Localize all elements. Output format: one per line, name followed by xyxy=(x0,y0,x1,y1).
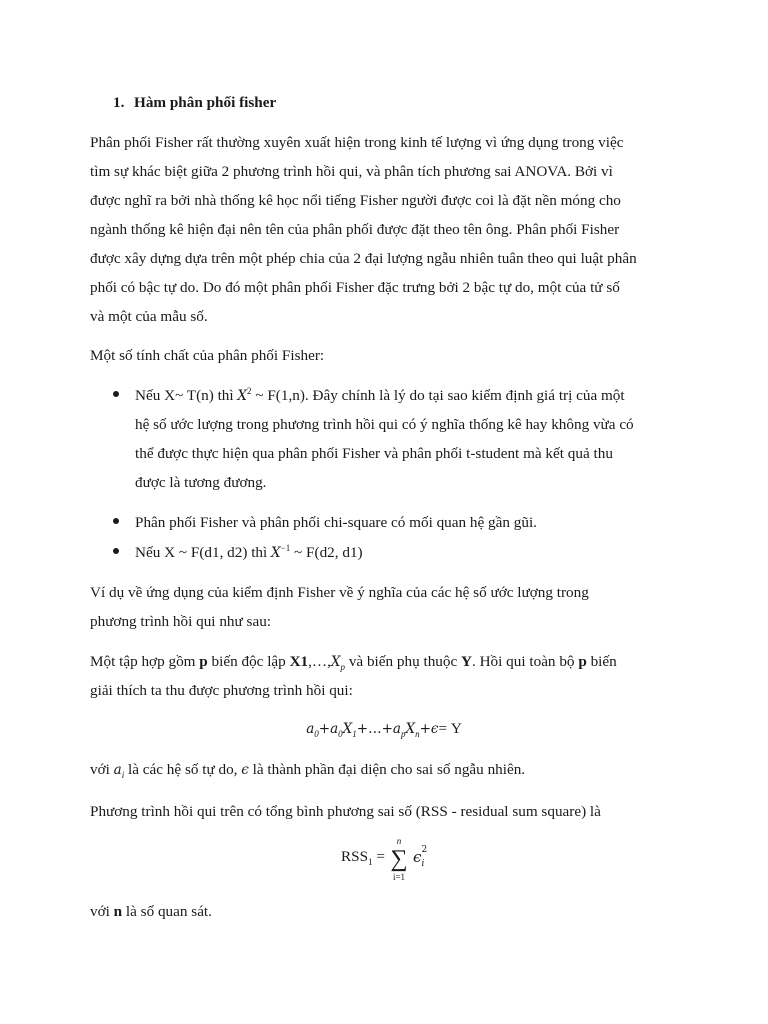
math-variable: a xyxy=(330,721,339,737)
text-run: Nếu X~ T(n) thì xyxy=(135,387,238,404)
paragraph-line xyxy=(90,647,690,676)
heading-title: Hàm phân phối fisher xyxy=(134,94,277,111)
bullet-body xyxy=(135,381,695,497)
text-run: với xyxy=(90,761,114,778)
math-operator: = xyxy=(372,848,385,865)
math-variable: ϵ xyxy=(241,762,249,778)
summation-symbol xyxy=(389,836,409,882)
math-subscript: 0 xyxy=(314,729,319,740)
math-subscript: p xyxy=(340,662,346,673)
rss-rhs xyxy=(413,845,430,869)
math-operator: +…+ xyxy=(356,721,393,737)
paragraph-line: giải thích ta thu được phương trình hồi qui: xyxy=(90,682,353,699)
rss-paragraph xyxy=(90,797,690,826)
paragraph-line: Phân phối Fisher rất thường xuyên xuất hiện trong kinh tế lượng vì ứng dụng trong việc xyxy=(90,134,624,151)
text-run: biến xyxy=(586,653,617,670)
text-run: p xyxy=(578,653,587,670)
text-run: Một tập hợp gồm xyxy=(90,653,200,670)
text-run: n xyxy=(113,903,123,920)
paragraph-line: tìm sự khác biệt giữa 2 phương trình hồi qui, và phân tích phương sai ANOVA. Bởi vì xyxy=(90,163,613,180)
text-run: là số quan sát. xyxy=(122,903,212,920)
paragraph-line: Phân phối Fisher và phân phối chi-square có mối quan hệ gần gũi. xyxy=(135,514,537,531)
rss-lhs xyxy=(341,848,385,866)
paragraph-line: và một của mẫu số. xyxy=(90,308,208,325)
example-paragraph xyxy=(90,578,690,636)
math-variable: X xyxy=(271,545,281,561)
bullet-dot xyxy=(113,548,119,554)
paragraph-line xyxy=(135,538,695,567)
bullet-body xyxy=(135,508,695,537)
rss-equation xyxy=(341,836,461,884)
math-exponent: −1 xyxy=(280,542,291,553)
math-variable: X xyxy=(342,721,353,737)
text-run: và biến phụ thuộc xyxy=(345,653,462,670)
bullet-dot xyxy=(113,391,119,397)
math-subscript: i xyxy=(121,770,125,781)
observations-paragraph xyxy=(90,897,690,926)
paragraph-line: Phương trình hồi qui trên có tổng bình phương sai số (RSS - residual sum square) là xyxy=(90,803,601,820)
text-run: với xyxy=(90,903,114,920)
math-operator: + xyxy=(419,721,431,737)
paragraph-line xyxy=(90,755,690,784)
math-subscript: 1 xyxy=(352,729,357,740)
regression-equation xyxy=(0,716,768,742)
math-subscript: n xyxy=(415,729,420,740)
bullet-dot xyxy=(113,518,119,524)
text-run: . Hồi qui toàn bộ xyxy=(472,653,579,670)
coefficients-paragraph xyxy=(90,755,690,784)
text-run: là các hệ số tự do, xyxy=(124,761,242,778)
properties-intro xyxy=(90,341,690,370)
math-exponent: 2 xyxy=(247,385,252,396)
math-variable: a xyxy=(113,762,122,778)
section-heading xyxy=(113,94,276,112)
heading-number: 1. xyxy=(113,94,125,111)
math-variable: X xyxy=(237,388,248,404)
paragraph-line: được là tương đương. xyxy=(135,474,267,491)
text-run: Y xyxy=(461,653,472,670)
math-subscript: 0 xyxy=(338,729,343,740)
math-exponent: 2 xyxy=(421,845,428,855)
paragraph-line: hệ số ước lượng trong phương trình hồi qui có ý nghĩa thống kê hay không vừa có xyxy=(135,416,634,433)
paragraph-line: phương trình hồi qui như sau: xyxy=(90,613,272,630)
paragraph-line: được nghĩ ra bởi nhà thống kê học nổi tiếng Fisher người được coi là đặt nền móng cho xyxy=(90,192,621,209)
text-run: biến độc lập xyxy=(207,653,290,670)
math-variable: X xyxy=(405,721,416,737)
paragraph-line xyxy=(90,897,690,926)
bullet-body xyxy=(135,538,695,567)
text-run: Nếu X ~ F(d1, d2) thì xyxy=(135,544,272,561)
paragraph-line: ngành thống kê hiện đại nên tên của phân phối được đặt theo tên ông. Phân phối Fisher xyxy=(90,221,620,238)
math-subscript: 1 xyxy=(368,857,373,868)
sum-lower-limit: i=1 xyxy=(392,872,406,882)
intro-paragraph xyxy=(90,128,690,331)
paragraph-line: Ví dụ về ứng dụng của kiểm định Fisher về ý nghĩa của các hệ số ước lượng trong xyxy=(90,584,589,601)
text-run: p xyxy=(199,653,208,670)
sum-upper-limit: n xyxy=(396,836,402,846)
paragraph-line xyxy=(135,381,695,410)
text-run: X1 xyxy=(289,653,309,670)
paragraph-line: phối có bậc tự do. Do đó một phân phối Fisher đặc trưng bởi 2 bậc tự do, một của tử số xyxy=(90,279,620,296)
variables-paragraph xyxy=(90,647,690,705)
paragraph-line: được xây dựng dựa trên một phép chia của 2 đại lượng ngẫu nhiên tuân theo qui luật phân xyxy=(90,250,637,267)
sigma-glyph: ∑ xyxy=(390,846,408,872)
math-operator: = Y xyxy=(438,720,462,737)
text-run: RSS xyxy=(341,848,369,865)
math-variable: ϵ xyxy=(430,721,439,737)
math-variable: ϵ xyxy=(413,848,422,866)
text-run: ~ F(1,n). Đây chính là lý do tại sao kiểm định giá trị của một xyxy=(251,387,625,404)
paragraph-line: thể được thực hiện qua phân phối Fisher và phân phối t-student mà kết quả thu xyxy=(135,445,613,462)
text-run: ,…, xyxy=(308,653,331,670)
math-variable: X xyxy=(330,654,341,670)
math-operator: + xyxy=(318,721,331,737)
math-subscript: p xyxy=(400,729,406,740)
math-variable: a xyxy=(392,721,401,737)
math-variable: a xyxy=(306,721,315,737)
math-subscript: i xyxy=(421,859,425,869)
text-run: là thành phần đại diện cho sai số ngẫu nhiên. xyxy=(248,761,526,778)
paragraph-line: Một số tính chất của phân phối Fisher: xyxy=(90,347,325,364)
text-run: ~ F(d2, d1) xyxy=(290,544,363,561)
